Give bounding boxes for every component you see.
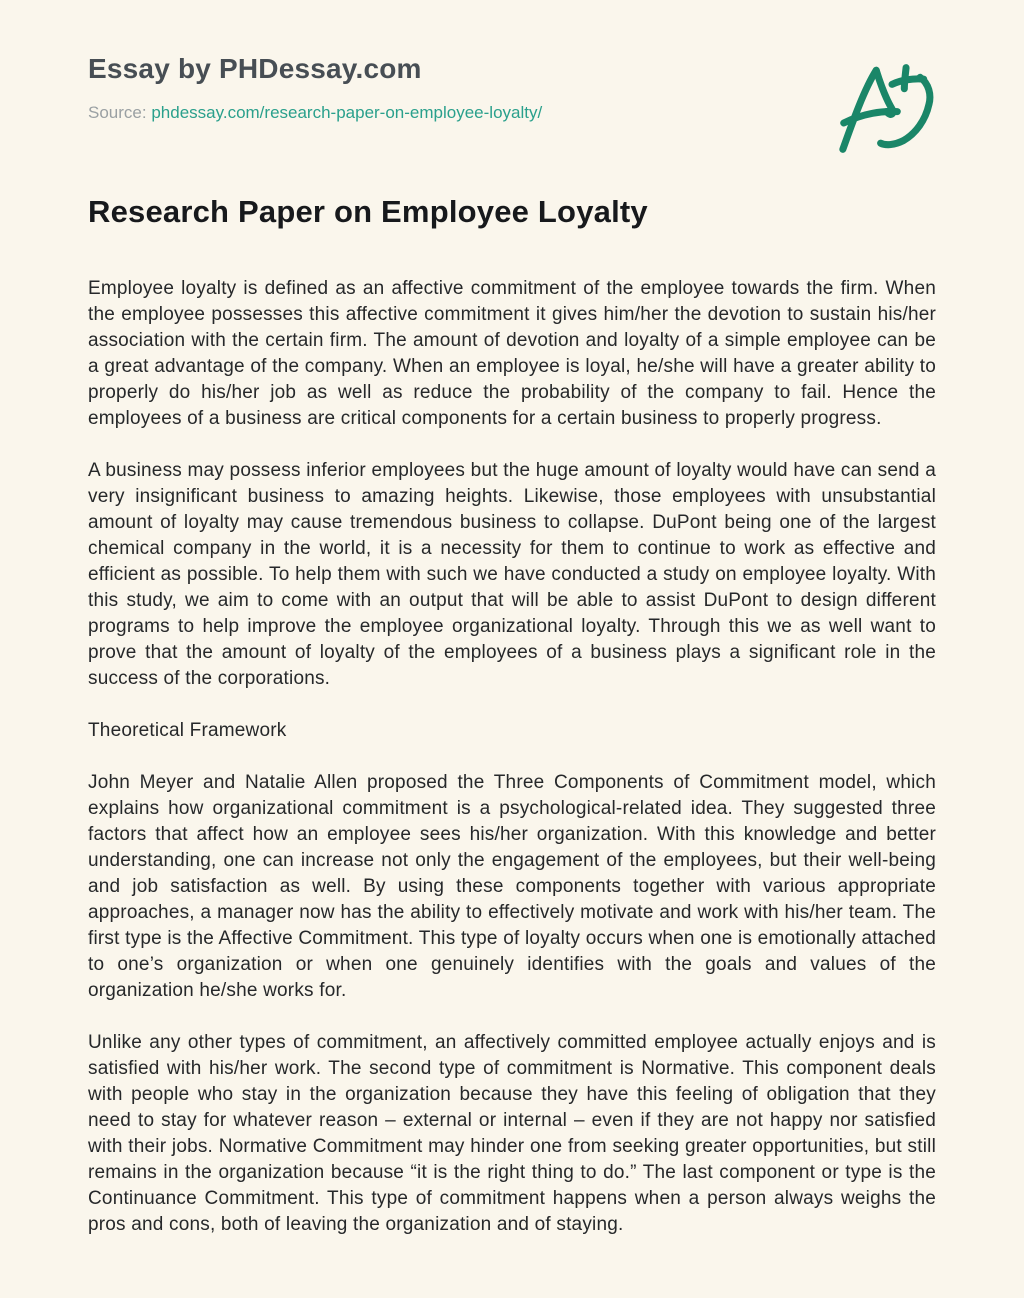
a-plus-logo-icon (832, 58, 938, 159)
brand-title: Essay by PHDessay.com (88, 53, 422, 84)
page-title: Research Paper on Employee Loyalty (88, 194, 648, 229)
section-heading: Theoretical Framework (88, 720, 287, 741)
document-header (88, 52, 936, 124)
source-url-link[interactable]: phdessay.com/research-paper-on-employee-loyalty/ (151, 103, 543, 122)
paragraph-1: Employee loyalty is defined as an affective commitment of the employee towards the firm. When the employee possesses this affective commitment it gives him/her the devotion to sustain his/her association with the certain firm. The amount of devotion and loyalty of a simple employee can be a great advantage of the company. When an employee is loyal, he/she will have a greater ability to properly do his/her job as well as reduce the probability of the company to fail. Hence the employees of a business are critical components for a certain business to properly progress. (88, 278, 936, 429)
source-line (88, 102, 936, 124)
paragraph-3: John Meyer and Natalie Allen proposed the Three Components of Commitment model, which explains how organizational commitment is a psychological-related idea. They suggested three factors that affect how an employee sees his/her organization. With this knowledge and better understanding, one can increase not only the engagement of the employees, but their well-being and job satisfaction as well. By using these components together with various appropriate approaches, a manager now has the ability to effectively motivate and work with his/her team. The first type is the Affective Commitment. This type of loyalty occurs when one is emotionally attached to one’s organization or when one genuinely identifies with the goals and values of the organization he/she works for. (88, 772, 936, 1001)
paragraph-2: A business may possess inferior employees but the huge amount of loyalty would have can send a very insignificant business to amazing heights. Likewise, those employees with unsubstantial amount of loyalty may cause tremendous business to collapse. DuPont being one of the largest chemical company in the world, it is a necessity for them to continue to work as effective and efficient as possible. To help them with such we have conducted a study on employee loyalty. With this study, we aim to come with an output that will be able to assist DuPont to design different programs to help improve the employee organizational loyalty. Through this we as well want to prove that the amount of loyalty of the employees of a business plays a significant role in the success of the corporations. (88, 460, 936, 689)
paragraph-4: Unlike any other types of commitment, an affectively committed employee actually enjoys and is satisfied with his/her work. The second type of commitment is Normative. This component deals with people who stay in the organization because they have this feeling of obligation that they need to stay for whatever reason – external or internal – even if they are not happy nor satisfied with their jobs. Normative Commitment may hinder one from seeking greater opportunities, but still remains in the organization because “it is the right thing to do.” The last component or type is the Continuance Commitment. This type of commitment happens when a person always weighs the pros and cons, both of leaving the organization and of staying. (88, 1032, 936, 1235)
article-body (88, 276, 936, 1238)
source-label: Source: (88, 103, 147, 122)
